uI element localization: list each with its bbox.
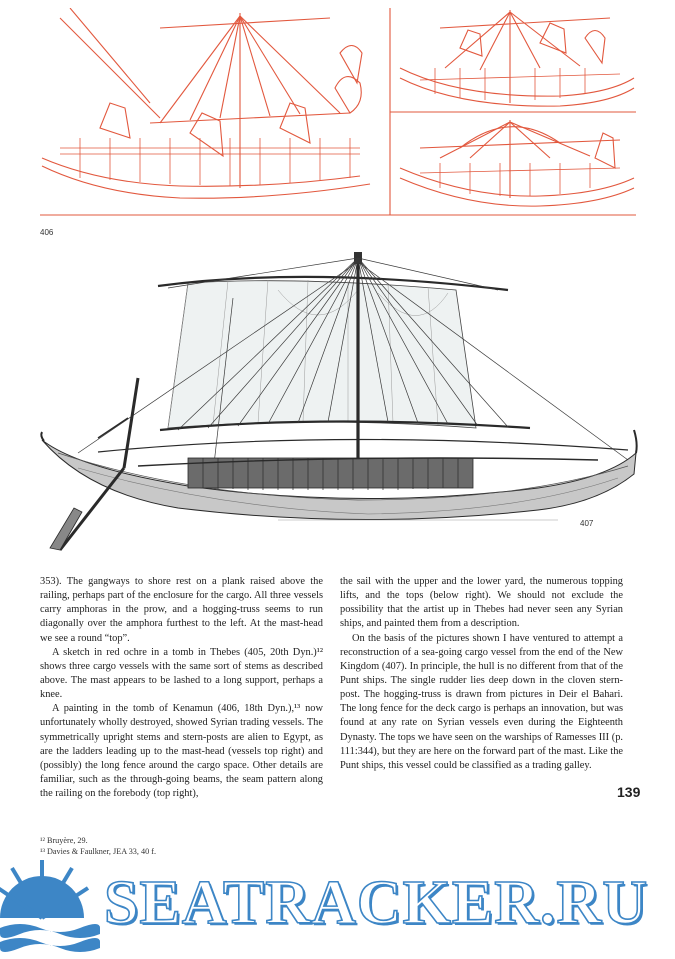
paragraph: the sail with the upper and the lower yard, the numerous topping lifts, and the tops (below right). We should not exclude the possibility that the artist up in Thebes had never seen any Syrian ships, and painted them from a description.: [340, 576, 623, 630]
page-number: 139: [617, 784, 641, 800]
paragraph: A sketch in red ochre in a tomb in Thebes (405, 20th Dyn.)¹² shows three cargo vessels with the same sort of stems as described above. The mast appears to be lashed to a long support, perhaps a knee.: [40, 646, 323, 701]
watermark-text: SEATRACKER.RU: [104, 869, 649, 937]
footnote-12: ¹² Bruyère, 29.: [40, 836, 88, 845]
text-column-left: [40, 575, 323, 801]
figure-406-label: 406: [40, 228, 54, 237]
footnotes: [40, 836, 156, 857]
figure-407-ship-drawing: [38, 238, 640, 556]
footnote-13: ¹³ Davies & Faulkner, JEA 33, 40 f.: [40, 846, 157, 856]
figure-406-red-sketch: [40, 8, 636, 216]
paragraph: On the basis of the pictures shown I have ventured to attempt a reconstruction of a sea-going cargo vessel from the end of the New Kingdom (407). In principle, the hull is no different from that of the Punt ships. The single rudder lies deep down in the cloven stern-post. The hogging-truss is drawn from pictures in Deir el Bahari. The long fence for the deck cargo is perhaps an innovation, but was found at any rate on Syrian vessels even during the Eighteenth Dynasty. The tops we have seen on the warships of Ramesses III (p. 111:344), but they are here on the forward part of the mast. Like the Punt ships, this vessel could be classified as a trading galley.: [340, 632, 623, 771]
text-column-right: [340, 575, 623, 773]
paragraph: 353). The gangways to shore rest on a plank raised above the railing, perhaps part of the enclosure for the cargo. All three vessels carry amphoras in the prow, and a hogging-truss seems to run diagonally over the amphora furthest to the left. At the mast-head we see a round “top”.: [40, 576, 323, 644]
figure-407-label: 407: [580, 519, 594, 528]
paragraph: A painting in the tomb of Kenamun (406, 18th Dyn.),¹³ now unfortunately wholly destroyed, showed Syrian trading vessels. The symmetrically upright stems and stern-posts are alien to Egypt, as are the ladders leading up to the mast-head (vessels top right) and (possibly) the long fence around the cargo space. Other details are familiar, such as the through-going beams, the seam pattern along the railing on the forebody (top right),: [40, 703, 323, 800]
